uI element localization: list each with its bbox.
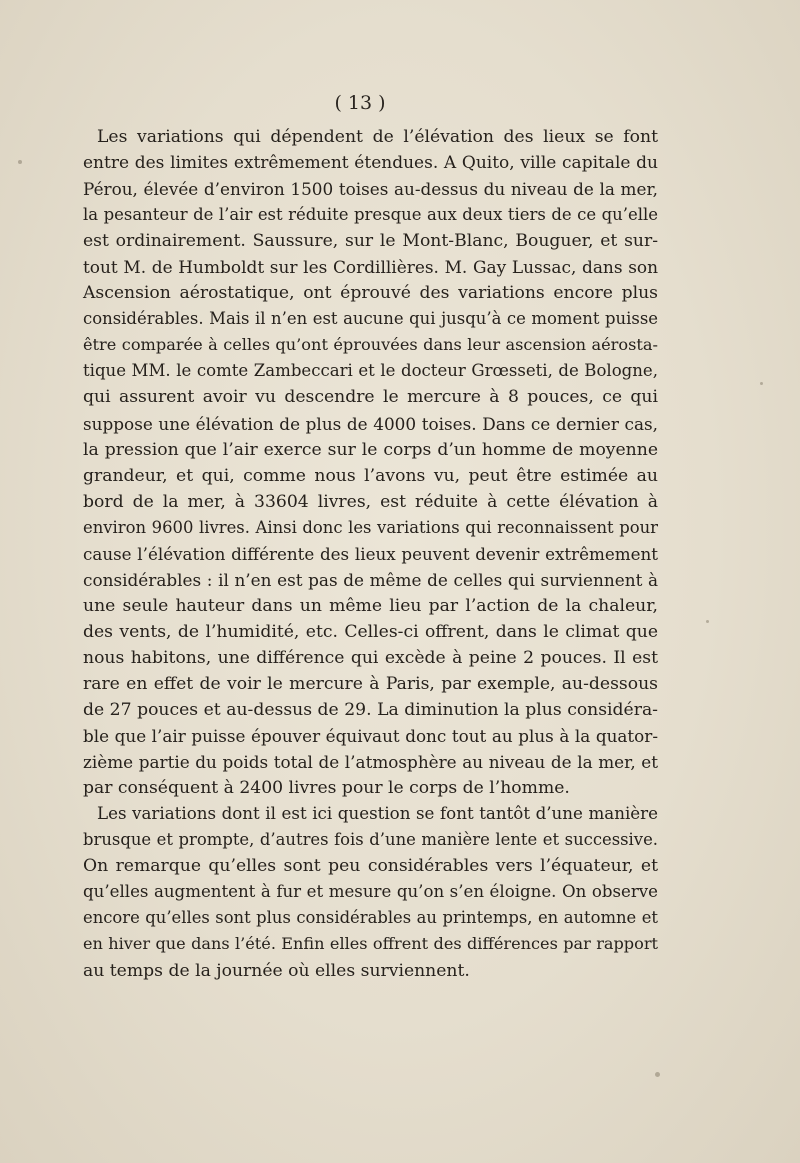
text-line: la pesanteur de l’air est réduite presque aux deux tiers de ce qu’elle: [83, 205, 658, 225]
text-line: qu’elles augmentent à fur et mesure qu’on s’en éloigne. On observe: [83, 882, 658, 902]
paper-speck: [655, 1072, 660, 1077]
text-line: être comparée à celles qu’ont éprouvées dans leur ascension aérosta-: [83, 335, 658, 355]
text-line: une seule hauteur dans un même lieu par l’action de la chaleur,: [83, 595, 658, 616]
text-line: ble que l’air puisse épouver équivaut donc tout au plus à la quator-: [83, 726, 658, 747]
text-line: environ 9600 livres. Ainsi donc les variations qui reconnaissent pour: [83, 517, 658, 537]
text-line: tique MM. le comte Zambeccari et le docteur Grœsseti, de Bologne,: [83, 361, 658, 381]
text-line: entre des limites extrêmement étendues. A Quito, ville capitale du: [83, 153, 658, 174]
text-line: encore qu’elles sont plus considérables au printemps, en automne et: [83, 908, 658, 928]
text-line: considérables. Mais il n’en est aucune qui jusqu’à ce moment puisse: [83, 309, 658, 329]
text-line: Les variations qui dépendent de l’élévation des lieux se font: [97, 127, 658, 147]
text-line: considérables : il n’en est pas de même de celles qui surviennent à: [83, 569, 658, 590]
text-line: par conséquent à 2400 livres pour le corps de l’homme.: [83, 778, 570, 799]
text-line: au temps de la journée où elles surviennent.: [83, 960, 470, 981]
text-line: suppose une élévation de plus de 4000 toises. Dans ce dernier cas,: [83, 413, 658, 434]
body-text: [83, 124, 658, 984]
text-line: en hiver que dans l’été. Enfin elles offrent des différences par rapport: [83, 934, 658, 954]
text-line: rare en effet de voir le mercure à Paris, par exemple, au-dessous: [83, 673, 658, 694]
text-line: cause l’élévation différente des lieux peuvent devenir extrêmement: [83, 543, 658, 564]
text-line: de 27 pouces et au-dessus de 29. La diminution la plus considéra-: [83, 700, 658, 721]
text-line: brusque et prompte, d’autres fois d’une manière lente et successive.: [83, 830, 658, 850]
text-line: bord de la mer, à 33604 livres, est réduite à cette élévation à: [83, 491, 658, 512]
text-line: qui assurent avoir vu descendre le mercure à 8 pouces, ce qui: [83, 387, 658, 408]
text-line: On remarque qu’elles sont peu considérables vers l’équateur, et: [83, 856, 658, 877]
page-number: ( 13 ): [334, 92, 386, 114]
text-line: est ordinairement. Saussure, sur le Mont-Blanc, Bouguer, et sur-: [83, 231, 658, 252]
text-line: nous habitons, une différence qui excède à peine 2 pouces. Il est: [83, 647, 658, 668]
text-line: Les variations dont il est ici question se font tantôt d’une manière: [97, 804, 658, 824]
text-line: zième partie du poids total de l’atmosphère au niveau de la mer, et: [83, 752, 658, 773]
text-line: Ascension aérostatique, ont éprouvé des variations encore plus: [83, 283, 658, 304]
paper-speck: [18, 160, 22, 164]
paper-speck: [706, 620, 709, 623]
text-line: grandeur, et qui, comme nous l’avons vu, peut être estimée au: [83, 465, 658, 486]
paper-speck: [760, 382, 763, 385]
text-line: la pression que l’air exerce sur le corps d’un homme de moyenne: [83, 439, 658, 460]
text-line: Pérou, élevée d’environ 1500 toises au-dessus du niveau de la mer,: [83, 179, 658, 200]
text-line: tout M. de Humboldt sur les Cordillières. M. Gay Lussac, dans son: [83, 257, 658, 278]
text-line: des vents, de l’humidité, etc. Celles-ci offrent, dans le climat que: [83, 621, 658, 642]
